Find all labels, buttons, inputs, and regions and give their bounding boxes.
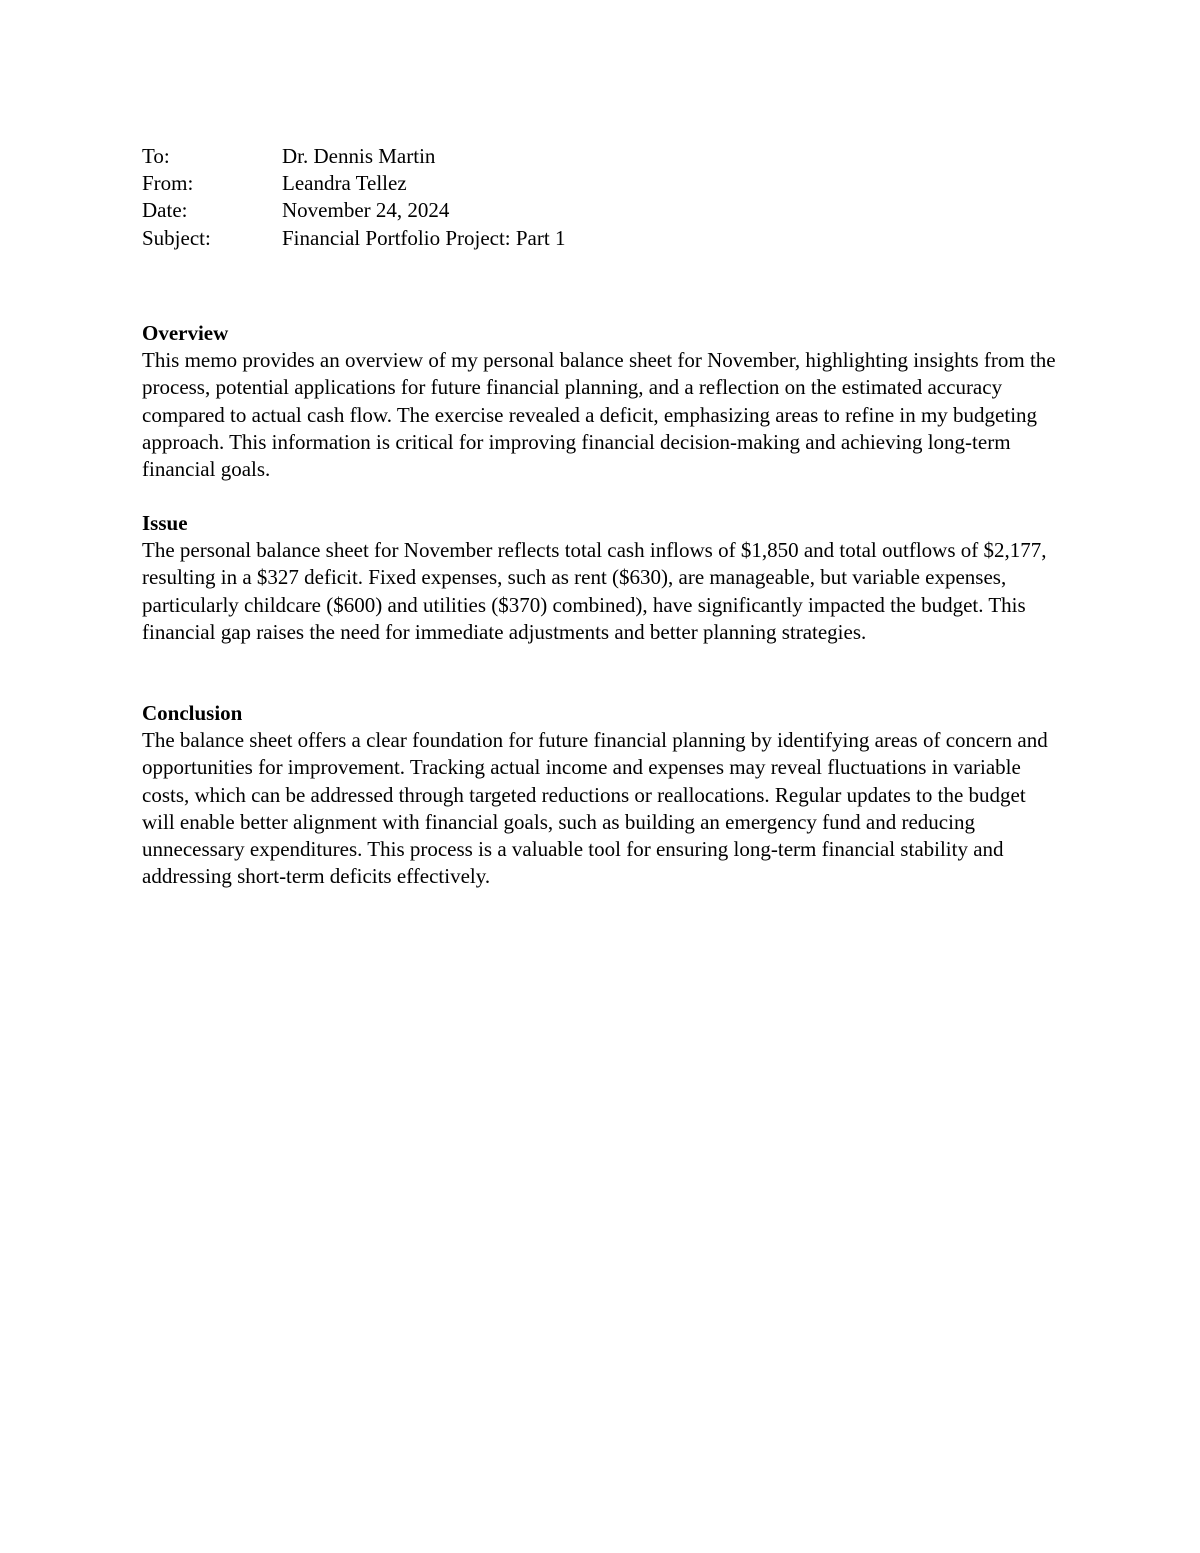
date-label: Date: [142, 198, 188, 223]
conclusion-body: The balance sheet offers a clear foundation for future financial planning by identifying areas of concern and opportunities for improvement. Tracking actual income and expenses may reveal fluctuations in variable costs, which can be addressed through targeted reductions or reallocations. Regular updates to the budget will enable better alignment with financial goals, such as building an emergency fund and reducing unnecessary expenditures. This process is a valuable tool for ensuring long-term financial stability and addressing short-term deficits effectively. [142, 728, 1048, 889]
subject-label: Subject: [142, 225, 211, 250]
date-value: November 24, 2024 [282, 198, 450, 223]
memo-header-row-date [142, 197, 1042, 224]
overview-heading: Overview [142, 321, 229, 345]
conclusion-heading: Conclusion [142, 701, 243, 725]
memo-header [142, 143, 1042, 252]
overview-body: This memo provides an overview of my personal balance sheet for November, highlighting insights from the process, potential applications for future financial planning, and a reflection on the estimated accuracy compared to actual cash flow. The exercise revealed a deficit, emphasizing areas to refine in my budgeting approach. This information is critical for improving financial decision-making and achieving long-term financial goals. [142, 348, 1056, 482]
from-label: From: [142, 171, 194, 196]
overview-section [142, 320, 1057, 483]
memo-header-row-subject [142, 225, 1042, 252]
issue-section [142, 510, 1057, 646]
to-value: Dr. Dennis Martin [282, 144, 436, 168]
subject-value: Financial Portfolio Project: Part 1 [282, 225, 566, 250]
memo-header-row-to [142, 143, 1042, 170]
issue-heading: Issue [142, 511, 188, 535]
to-label: To: [142, 144, 170, 168]
memo-header-row-from [142, 170, 1042, 197]
conclusion-section [142, 700, 1057, 890]
from-value: Leandra Tellez [282, 171, 407, 196]
issue-body: The personal balance sheet for November reflects total cash inflows of $1,850 and total outflows of $2,177, resulting in a $327 deficit. Fixed expenses, such as rent ($630), are manageable, but variable expenses, particularly childcare ($600) and utilities ($370) combined), have significantly impacted the budget. This financial gap raises the need for immediate adjustments and better planning strategies. [142, 538, 1047, 644]
